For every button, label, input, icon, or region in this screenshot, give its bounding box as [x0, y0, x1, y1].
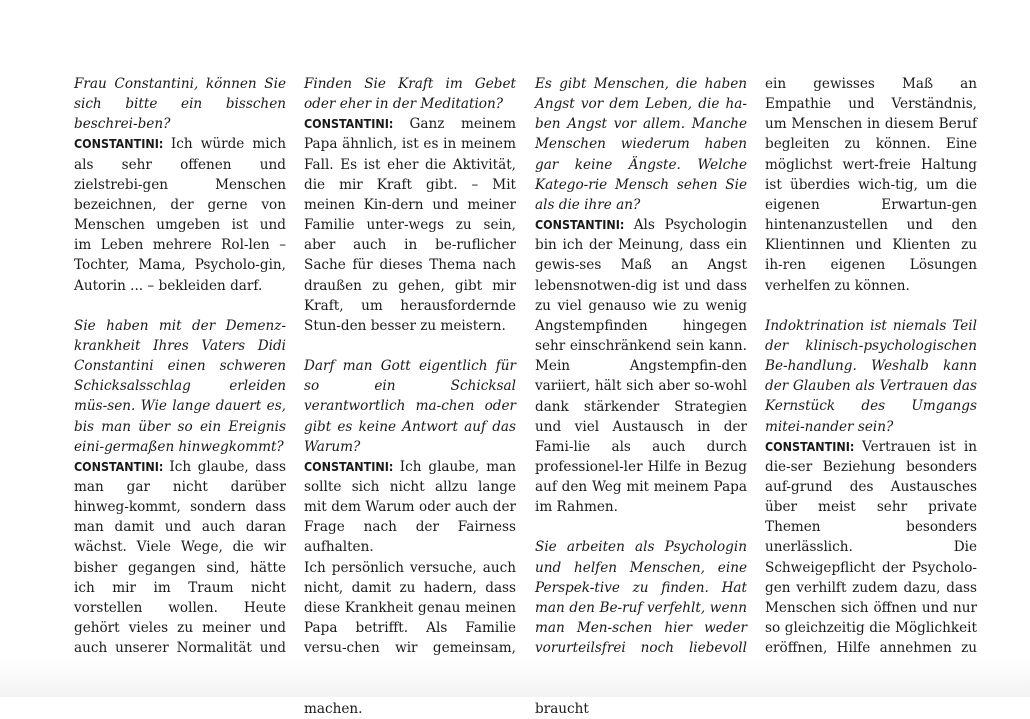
- page-bottom-shadow: [0, 657, 1030, 697]
- answer-text: braucht: [535, 700, 589, 717]
- speaker-label: CONSTANTINI: [765, 438, 850, 454]
- question: Indoktrination ist niemals Teil der klinisch-psychologischen Be-handlung. Weshalb kann der Glauben als Vertrauen das Kernstück des Umgangs mitei-nander sein?: [765, 317, 977, 435]
- answer-text: Vertrauen ist in die-ser Beziehung besonders auf-grund des Austausches über meist sehr private Themen besonders unerlässlich. Die Schweigepflicht der Psycholo-gen verhilft zudem dazu, dass Menschen sich öffnen und nur so gleichzeitig die Möglichkeit eröffnen, Hilfe annehmen zu: [765, 438, 977, 657]
- column-1: [74, 74, 286, 679]
- question: Sie haben mit der Demenz-krankheit Ihres Vaters Didi Constantini einen schweren Schicksalsschlag erleiden müs-sen. Wie lange dauert es, bis man über so ein Ereignis eini-germaßen hinwegkommt?: [74, 317, 286, 455]
- answer: [74, 457, 286, 679]
- answer-text: Ganz meinem Papa ähnlich, ist es in meinem Fall. Es ist eher die Aktivität, die mir Kraft gibt. – Mit meinen Kin-dern und meiner Familie unter-wegs zu sein, aber auch in be-ruflicher Sache für dieses Thema nach draußen zu gehen, gibt mir Kraft, um herausfordernde Stun-den besser zu meistern.: [304, 116, 516, 334]
- question: Frau Constantini, können Sie sich bitte ein bisschen beschrei-ben?: [74, 76, 286, 133]
- answer: [304, 114, 516, 336]
- answer-text: Als Psychologin bin ich der Meinung, dass ein gewis-ses Maß an Angst lebensnotwen-dig ist und dass zu viel genauso wie zu wenig Angstempfinden hingegen sehr einschränkend sein kann. Mein Angstempfin-den variiert, hält sich aber so-wohl dank stärkender Strategien und viel Austausch in der Fami-lie als auch durch professionel-ler Hilfe in Bezug auf den Weg mit meinem Papa im Rahmen.: [535, 217, 747, 516]
- answer-text: Ich glaube, man sollte sich nicht allzu lange mit dem Warum oder auch der Frage nach der Fairness aufhalten.: [304, 458, 516, 556]
- answer-continued: Ich persönlich versuche, auch nicht, damit zu hadern, dass diese Krankheit genau meinen Papa betrifft. Als Familie versu-chen wir gemeinsam, machen.: [304, 559, 516, 717]
- question: Sie arbeiten als Psychologin und helfen Menschen, eine Perspek-tive zu finden. Hat man den Be-ruf verfehlt, wenn man Men-schen hier weder vorurteilsfrei noch liebevoll: [535, 539, 747, 657]
- answer: [765, 437, 977, 679]
- question: Es gibt Menschen, die haben Angst vor dem Leben, die ha-ben Angst vor allem. Manche Menschen wiederum haben gar keine Ängste. Welche Katego-rie Mensch sehen Sie als die ihre an?: [535, 76, 747, 213]
- speaker-label: CONSTANTINI: [535, 217, 620, 233]
- question: Darf man Gott eigentlich für so ein Schicksal verantwortlich ma-chen oder gibt es keine Antwort auf das Warum?: [304, 358, 516, 455]
- column-2: [304, 74, 516, 719]
- speaker-separator: :: [849, 438, 863, 454]
- question: Finden Sie Kraft im Gebet oder eher in der Meditation?: [304, 76, 516, 113]
- answer-continued: ein gewisses Maß an Empathie und Verständnis, um Menschen in diesem Beruf begleiten zu können. Eine möglichst wert-freie Haltung ist überdies wich-tig, um die eigenen Erwartun-gen hintenanzustellen und den Klientinnen und Klienten zu ih-ren eigenen Lösungen verhelfen zu können.: [765, 76, 977, 294]
- speaker-separator: :: [388, 458, 400, 474]
- answer-text: Ich glaube, dass man gar nicht darüber hinweg-kommt, sondern dass man damit und auch daran wächst. Viele Wege, die wir bisher gegangen sind, hätte ich mir im Traum nicht vorstellen wollen. Heute gehört vieles zu meiner und auch unserer Normalität und: [74, 458, 286, 657]
- speaker-label: CONSTANTINI: [74, 458, 159, 474]
- speaker-label: CONSTANTINI: [304, 116, 389, 132]
- column-4: [765, 74, 977, 679]
- speaker-separator: :: [388, 116, 410, 132]
- column-3: [535, 74, 747, 719]
- speaker-label: CONSTANTINI: [74, 136, 159, 152]
- answer-text: Ich würde mich als sehr offenen und zielstrebi-gen Menschen bezeichnen, der gerne von Menschen umgeben ist und im Leben mehrere Rol-len – Tochter, Mama, Psycholo-gin, Autorin ... – bekleiden darf.: [74, 136, 287, 294]
- speaker-separator: :: [619, 217, 634, 233]
- speaker-separator: :: [158, 458, 170, 474]
- answer: [304, 457, 516, 558]
- speaker-label: CONSTANTINI: [304, 458, 389, 474]
- answer: [74, 134, 286, 295]
- answer: [535, 215, 747, 517]
- speaker-separator: :: [158, 136, 171, 152]
